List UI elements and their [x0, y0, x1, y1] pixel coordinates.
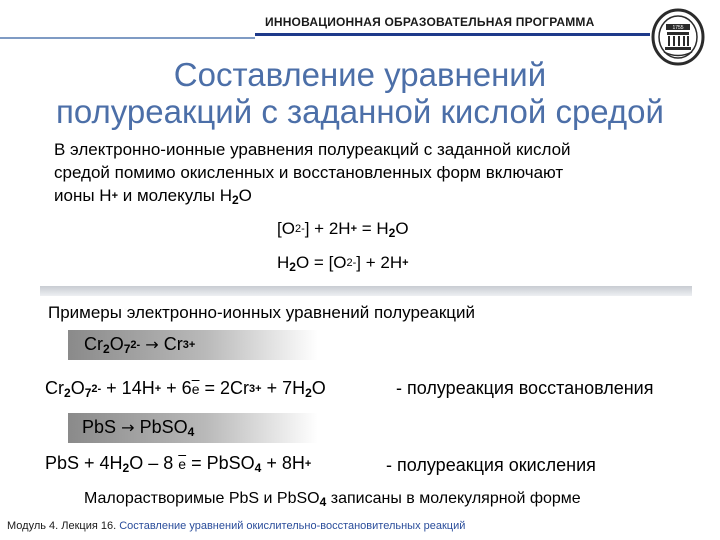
- intro-line-3: ионы H+ и молекулы $H_2O$: [54, 186, 252, 207]
- scheme-dichromate: $Cr_2O_7^{2-} \to Cr^{3+}$: [84, 334, 196, 356]
- footer-module: Модуль 4. Лекция 16.: [7, 520, 120, 532]
- equation-water-to-oxide: $H_2O = [O^{2-}] + 2H^+$: [277, 253, 409, 274]
- intro-line-2: средой помимо окисленных и восстановленных форм включают: [54, 163, 564, 182]
- emblem-year: 1755: [672, 25, 684, 31]
- oxidation-label: - полуреакция окисления: [386, 455, 596, 475]
- scheme-lead-sulfide: PbS → PbSO$_4$: [82, 417, 195, 439]
- footer-lecture-link[interactable]: Составление уравнений окислительно-восстановительных реакций: [119, 520, 466, 532]
- slide-title-line-1: Составление уравнений: [173, 56, 547, 93]
- equation-oxide-to-water: $[O^{2-}] + 2H^+ = H_2O$: [277, 219, 409, 240]
- scheme-box-dichromate: [68, 330, 318, 360]
- scheme-box-lead-sulfide: [68, 413, 318, 443]
- reduction-half-reaction: $Cr_2O_7^{2-} + 14H^+ + 6\overline{e} = 2Cr^{3+} + 7H_2O$: [45, 378, 326, 400]
- examples-heading: Примеры электронно-ионных уравнений полуреакций: [48, 303, 476, 322]
- oxidation-half-reaction: PbS + $4H_2O - 8$ $\overline{e}$ = PbSO$_4$ + 8H+: [45, 453, 312, 475]
- note-insoluble: Малорастворимые PbS и PbSO$_4$ записаны в молекулярной форме: [84, 490, 581, 509]
- electron-symbol: $\overline{e}$: [191, 381, 200, 397]
- section-divider: [40, 286, 692, 296]
- header-rule: [0, 37, 255, 39]
- slide-title-line-2: полуреакций с заданной кислой средой: [56, 93, 664, 130]
- electron-symbol: $\overline{e}$: [178, 456, 187, 472]
- footer-caption: [7, 520, 465, 532]
- reduction-label: - полуреакция восстановления: [396, 378, 654, 398]
- program-label: ИННОВАЦИОННАЯ ОБРАЗОВАТЕЛЬНАЯ ПРОГРАММА: [265, 15, 595, 29]
- intro-line-1: В электронно-ионные уравнения полуреакций с заданной кислой: [54, 140, 571, 159]
